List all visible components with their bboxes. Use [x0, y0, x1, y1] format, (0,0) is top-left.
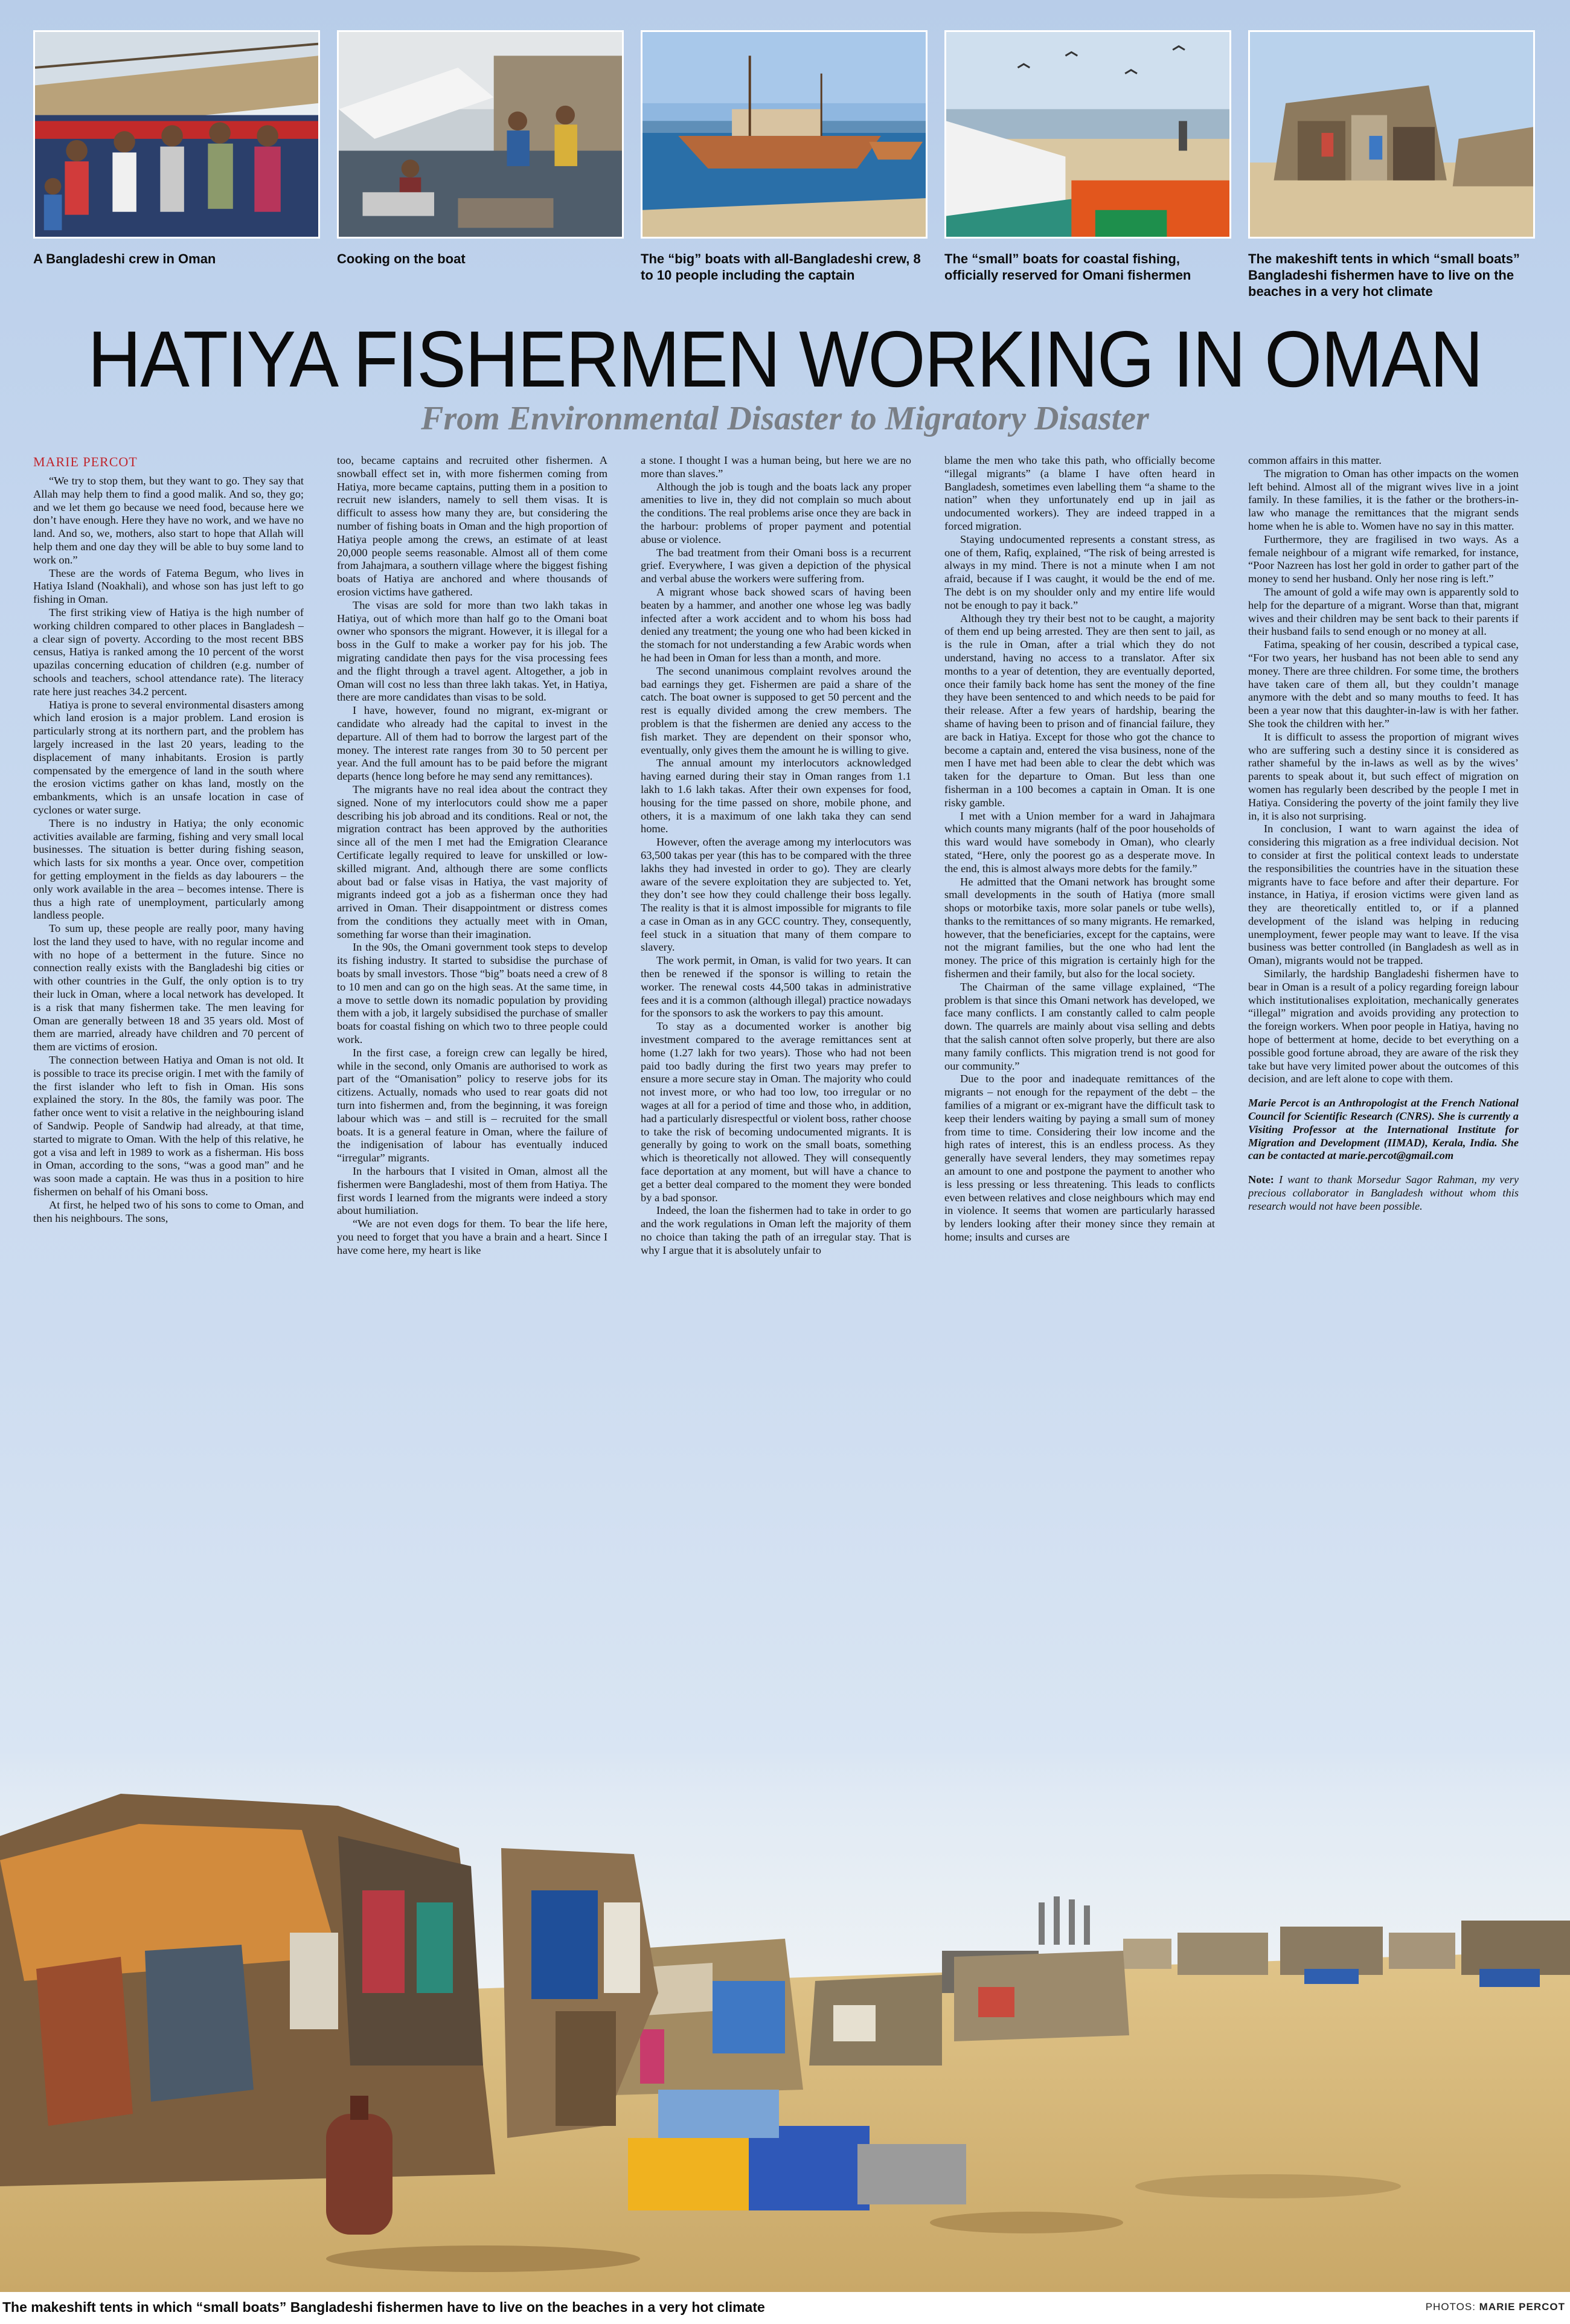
paragraph: Fatima, speaking of her cousin, described a typical case, “For two years, her husband has not been able to send any money. There are three children. For some time, the brothers have taken care of them all, but they couldn’t manage anymore with the debt and so many mouths to feed. It has been a year now that this daughter-in-law is with her father. She took the children with her.” — [1248, 638, 1519, 730]
acknowledgement-note — [1248, 1173, 1519, 1213]
paragraph: I have, however, found no migrant, ex-migrant or candidate who already had the capital to invest in the departure. All of them had to borrow the largest part of the money. The interest rate ranges from 30 to 50 percent per year. And the full amount has to be paid before the migrant departs (hence long before he may send any remittances). — [337, 704, 607, 783]
paragraph: The visas are sold for more than two lakh takas in Hatiya, out of which more than half go to the Omani boat owner who sponsors the migrant. However, it is illegal for a boss in the Gulf to make a worker pay for his job. The migrating candidate then pays for the visa processing fees and the flight through a travel agent. Altogether, a job in Oman will cost no less than three lakh takas. Yet, in Hatiya, there are more candidates than visas to be sold. — [337, 599, 607, 704]
paragraph: The second unanimous complaint revolves around the bad earnings they get. Fishermen are paid a share of the catch. The boat owner is supposed to get 50 percent and the rest is equally divided among the crew members. The problem is that the fishermen are denied any access to the fish market. They are dependent on their sponsor who, eventually, only gives them the amount he is willing to give. — [641, 664, 911, 756]
photo-credit-name: MARIE PERCOT — [1479, 2301, 1565, 2313]
paragraph: The annual amount my interlocutors acknowledged having earned during their stay in Oman ranges from 1.1 lakh to 1.6 lakh takas. After their own expenses for food, housing for the time passed on shore, mobile phone, and others, it is a maximum of one lakh taka they can send home. — [641, 757, 911, 835]
paragraph: At first, he helped two of his sons to come to Oman, and then his neighbours. The sons, — [33, 1198, 304, 1224]
paragraph: blame the men who take this path, who officially become “illegal migrants” (a blame I have often heard in Bangladesh, sometimes even labelling them “a shame to the nation” when they unfortunately end up in jail as undocumented workers). They are indeed trapped in a forced migration. — [944, 454, 1215, 532]
article-column-4 — [944, 454, 1215, 1819]
article-column-3 — [641, 454, 911, 1819]
paragraph: The work permit, in Oman, is valid for two years. It can then be renewed if the sponsor is willing to retain the worker. The renewal costs 44,500 takas in administrative fees and it is a common (although illegal) practice nowadays for the sponsors to ask the workers to pay this amount. — [641, 954, 911, 1019]
article-column-2 — [337, 454, 607, 1819]
paragraph: Although they try their best not to be caught, a majority of them end up being arrested. They are then sent to jail, as is the rule in Oman, after a trial which they do not understand, having no access to a translator. After six months to a year of detention, they are eventually deported, once their family back home has sent the money of the fine they have been sentenced to and which needs to be paid for their release. After a few years of hardship, bearing the shame of having been to prison and of financial failure, they are back in Hatiya. Except for those who got the chance to become a captain and, entered the visa business, none of the men I have met had been able to clear the debt which was taken for the departure to Oman. But less than one fisherman in a 100 becomes a captain in Oman. It is one risky gamble. — [944, 612, 1215, 809]
paragraph: In conclusion, I want to warn against the idea of considering this migration as a free individual decision. Not to consider at first the political context leads to understate the responsibilities the countries have in the situation these migrants have to face before and after their departure. For instance, in Hatiya, if erosion victims were given land as they are theoretically entitled to, or if a planned development of the island was helping in reducing unemployment, fewer people may want to leave. If the visa business was better controlled (in Bangladesh as well as in Oman), migrants would not be trapped. — [1248, 823, 1519, 967]
photo-caption: The “small” boats for coastal fishing, officially reserved for Omani fishermen — [944, 251, 1191, 283]
paragraph: There is no industry in Hatiya; the only economic activities available are farming, fishing and very small local businesses. The situation is better during fishing season, which lasts for six months a year. Once over, competition for getting employment in the fields as day labourers – the only work available in the area – becomes intense. There is thus a high rate of unemployment, particularly among landless people. — [33, 817, 304, 922]
photo-credit-label: PHOTOS: — [1425, 2301, 1476, 2313]
paragraph: Indeed, the loan the fishermen had to take in order to go and the work regulations in Oman left the majority of them no choice than taking the path of an irregular stay. That is why I argue that it is absolutely unfair to — [641, 1204, 911, 1256]
paragraph: The bad treatment from their Omani boss is a recurrent grief. Everywhere, I was given a depiction of the physical and verbal abuse the workers were suffering from. — [641, 546, 911, 585]
photo-beach-camp — [0, 1751, 1570, 2292]
photo-caption: Cooking on the boat — [337, 251, 466, 266]
photo-caption: A Bangladeshi crew in Oman — [33, 251, 216, 266]
byline: MARIE PERCOT — [33, 454, 138, 469]
paragraph: a stone. I thought I was a human being, but here we are no more than slaves.” — [641, 454, 911, 480]
bottom-photo-caption: The makeshift tents in which “small boats” Bangladeshi fishermen have to live on the beaches in a very hot climate — [2, 2299, 765, 2315]
paragraph: He admitted that the Omani network has brought some small developments in the south of Hatiya (more small shops or motorbike taxis, more solar panels or tube wells), thanks to the remittances of so many migrants. He remarked, however, that the beneficiaries, except for the captains, were not the migrant families, but the one who had lent the money. The price of this migration is certainly high for the fishermen and their family, but also for the local society. — [944, 875, 1215, 980]
photo-caption: The “big” boats with all-Bangladeshi crew, 8 to 10 people including the captain — [641, 251, 921, 283]
paragraph: In the first case, a foreign crew can legally be hired, while in the second, only Omanis are authorised to work as part of the “Omanisation” policy to reserve jobs for its citizens. Actually, nomads who used to rear goats did not turn into fishermen and, from the beginning, it was foreign labour which was – and still is – recruited for the small boats. It is a general feature in Oman, where the failure of the indigenisation of labour has eventually induced “irregular” migrants. — [337, 1046, 607, 1164]
paragraph: However, often the average among my interlocutors was 63,500 takas per year (this has to be compared with the three lakhs they had invested in order to go). They are clearly aware of the severe exploitation they are subjected to. Yet, they don’t see how they could challenge their boss legally. The reality is that it is almost impossible for migrants to file a case in Oman as in any GCC country. They, consequently, feel stuck in a situation that many of them compare to slavery. — [641, 836, 911, 954]
paragraph: Due to the poor and inadequate remittances of the migrants – not enough for the repayment of the debt – the families of a migrant or ex-migrant have the difficult task to keep their lenders waiting by paying a small sum of money from time to time. Considering their low income and the high rates of interest, this is an endless process. As they generally have several lenders, they may sometimes repay an amount to one and postpone the payment to another who is less pressing or less threatening. This leads to conflicts even between relatives and close neighbours which may end in violence. It seems that women are particularly harassed by lenders looking after their money since they remain at home; insults and curses are — [944, 1073, 1215, 1244]
paragraph: The migration to Oman has other impacts on the women left behind. Almost all of the migrant wives live in a joint family. In these families, it is the father or the brothers-in-law who manage the remittances that the migrant sends home when he is able to. Women have no say in this matter. — [1248, 467, 1519, 532]
paragraph: too, became captains and recruited other fishermen. A snowball effect set in, with more fishermen coming from Hatiya, more became captains, putting them in a position to recruit new islanders, namely to sell them visas. It is difficult to assess how many they are, but considering the number of fishing boats in Oman and the high proportion of Hatiya people among the crews, an estimate of at least 20,000 people seems reasonable. Almost all of them come from Jahajmara, a southern village where the biggest fishing boats of Hatiya are anchored and where thousands of erosion victims have gathered. — [337, 454, 607, 598]
paragraph: A migrant whose back showed scars of having been beaten by a hammer, and another one whose leg was badly infected after a work accident and to whom his boss had denied any treatment; the young one who had been kicked in the stomach for not understanding a few Arabic words when he had been in Oman for less than a month, and more. — [641, 585, 911, 664]
paragraph: Although the job is tough and the boats lack any proper amenities to live in, they did not complain so much about the conditions. The real problems arise once they are back in the harbour: problems of proper payment and potential abuse or violence. — [641, 480, 911, 545]
note-text: I want to thank Morsedur Sagor Rahman, my very precious collaborator in Bangladesh without whom this research would not have been possible. — [1248, 1173, 1519, 1212]
paragraph: In the 90s, the Omani government took steps to develop its fishing industry. It started to subsidise the purchase of boats by small investors. Those “big” boats need a crew of 8 to 10 men and can go on the high seas. At the same time, in a move to settle down its nomadic population by providing them with a job, it largely subsidised the purchase of smaller boats for coastal fishing on which two to three people could work. — [337, 941, 607, 1046]
paragraph: The first striking view of Hatiya is the high number of working children compared to other places in Bangladesh – a clear sign of poverty. According to the most recent BBS census, Hatiya is ranked among the 10 percent of the worst upazilas concerning education of children (e.g. number of schools and teachers, school attendance rate). The literacy rate here just reaches 34.2 percent. — [33, 606, 304, 698]
article-column-1 — [33, 454, 304, 1819]
photo-big-boats — [641, 30, 928, 239]
paragraph: Staying undocumented represents a constant stress, as one of them, Rafiq, explained, “The risk of being arrested is always in my mind. There is not a minute when I am not afraid, because if I was caught, it would be the end of me. The debt is on my shoulder only and my entire life would not be enough to pay it back.” — [944, 533, 1215, 611]
paragraph: To stay as a documented worker is another big investment compared to the average remittances sent at home (1.27 lakh for two years). Those who had not been paid too badly during the first two years may prefer to ensure a more secure stay in Oman. The majority who could not invest more, or who had too low, too irregular or no wages at all for a period of time and those who, in addition, had a particularly disrespectful or violent boss, rather choose to take the risk of becoming undocumented migrants. It is generally by going to work on the small boats, something which is theoretically not allowed. They will consequently face deportation at any moment, but will have a chance to get a better deal compared to the moment they were bonded by a bad sponsor. — [641, 1020, 911, 1204]
paragraph: common affairs in this matter. — [1248, 454, 1382, 466]
paragraph: The migrants have no real idea about the contract they signed. None of my interlocutors could show me a paper describing his job abroad and its conditions. Real or not, the migration contract has been approved by the authorities since all of the men I met had the Emigration Clearance Certificate legally required to leave for unskilled or low-skilled migrant. And, although there are some conflicts about bad or false visas in Hatiya, the vast majority of migrants indeed got a job as a fisherman once they had arrived in Oman. Their disappointment or distress comes from the conditions they actually meet with in Oman, something far worse than their imagination. — [337, 783, 607, 940]
article-column-5 — [1248, 454, 1519, 1819]
note-label: Note: — [1248, 1173, 1274, 1186]
photo-makeshift-tents — [1248, 30, 1535, 239]
paragraph: To sum up, these people are really poor, many having lost the land they used to have, with no regular income and with no hope of a betterment in the future. Since no connection really exists with the Bangladeshi big cities or with other countries in the Gulf, the only option is to try their luck in Oman, where a local network has developed. It is a risk that many fishermen take. The men leaving for Oman are generally between 18 and 35 years old. Most of them are married, already have children and 70 percent of them are victims of erosion. — [33, 922, 304, 1053]
paragraph: I met with a Union member for a ward in Jahajmara which counts many migrants (half of the poor households of this ward would have somebody in Oman), who clearly stated, “Here, only the poorest go as a desperate move. In the end, this is almost always more debts for the family.” — [944, 809, 1215, 875]
author-bio: Marie Percot is an Anthropologist at the French National Council for Scientific Research (CNRS). She is currently a Visiting Professor at the International Institute for Migration and Development (IIMAD), Kerala, India. She can be contacted at marie.percot@gmail.com — [1248, 1097, 1519, 1162]
photo-caption: The makeshift tents in which “small boats” Bangladeshi fishermen have to live on the beaches in a very hot climate — [1248, 251, 1520, 299]
photo-small-boats — [944, 30, 1231, 239]
paragraph: The connection between Hatiya and Oman is not old. It is possible to trace its precise origin. I met with the family of the first islander who left to fish in Oman. His sons explained the story. In the 80s, the family was poor. The father once went to visit a relative in the neighbouring island of Sandwip. People of Sandwip had already, at that time, started to migrate to Oman. With the help of this relative, he got a visa and left in 1989 to work as a fisherman. His boss in Oman, according to the sons, “was a good man” and he was soon made a captain. He was thus in a position to hire fishermen on behalf of his Omani boss. — [33, 1054, 304, 1198]
photo-cooking-on-boat — [337, 30, 624, 239]
paragraph: “We are not even dogs for them. To bear the life here, you need to forget that you have a brain and a heart. Since I have come here, my heart is like — [337, 1218, 607, 1256]
paragraph: It is difficult to assess the proportion of migrant wives who are suffering such a destiny since it is considered as rather shameful by the in-laws as well as by the wives’ parents to speak about it, but such effect of migration on women has regularly been described by the people I met in Hatiya. Considering the poverty of the joint family they live in, it is also not surprising. — [1248, 730, 1519, 822]
paragraph: Hatiya is prone to several environmental disasters among which land erosion is a major problem. Land erosion is particularly strong at its northern part, and the problem has largely increased in the last 20 years, leading to the displacement of many inhabitants. Erosion is partly compensated by the emergence of land in the south where the erosion victims gather on khas land, mostly on the embankments, which is an unsafe location in case of cyclones or water surge. — [33, 698, 304, 816]
paragraph: The Chairman of the same village explained, “The problem is that since this Omani network has developed, we face many conflicts. I am constantly called to calm people down. The quarrels are mainly about visa selling and debts that the salish cannot often solve properly, but there are also many family conflicts. This migration trend is not good for our community.” — [944, 980, 1215, 1072]
paragraph: In the harbours that I visited in Oman, almost all the fishermen were Bangladeshi, most of them from Hatiya. The first words I learned from the migrants were indeed a story about humiliation. — [337, 1165, 607, 1217]
photo-credit — [1426, 2301, 1565, 2313]
paragraph: These are the words of Fatema Begum, who lives in Hatiya Island (Noakhali), and whose son has just left to go fishing in Oman. — [33, 567, 304, 606]
headline: HATIYA FISHERMEN WORKING IN OMAN — [88, 315, 1482, 403]
paragraph: “We try to stop them, but they want to go. They say that Allah may help them to find a good malik. And so, they go; and we let them go because we need food, because here we don’t have enough. Here they have no work, and we have no land. And so, we, mothers, also start to hope that Allah will help them and one day they will be able to buy some land to work on.” — [33, 475, 304, 566]
paragraph: Furthermore, they are fragilised in two ways. As a female neighbour of a migrant wife remarked, for instance, “Poor Nazreen has lost her gold in order to gather part of the money to send her husband. Only her nose ring is left.” — [1248, 533, 1519, 585]
paragraph: The amount of gold a wife may own is apparently sold to help for the departure of a migrant. Worse than that, migrant wives and their children may be sent back to their parents if their husband fails to send enough or no money at all. — [1248, 585, 1519, 638]
photo-bangladeshi-crew — [33, 30, 320, 239]
paragraph: Similarly, the hardship Bangladeshi fishermen have to bear in Oman is a result of a policy regarding foreign labour which institutionalises exploitation, mechanically generates “illegal” migration and avoids providing any protection to the foreign workers. When poor people in Hatiya, having no hope of betterment at home, decide to bet everything on a possible good fortune abroad, they are aware of the risk they take but have very limited power about the outcomes of this decision, and are left alone to cope with them. — [1248, 968, 1519, 1085]
subheadline: From Environmental Disaster to Migratory Disaster — [421, 400, 1149, 437]
